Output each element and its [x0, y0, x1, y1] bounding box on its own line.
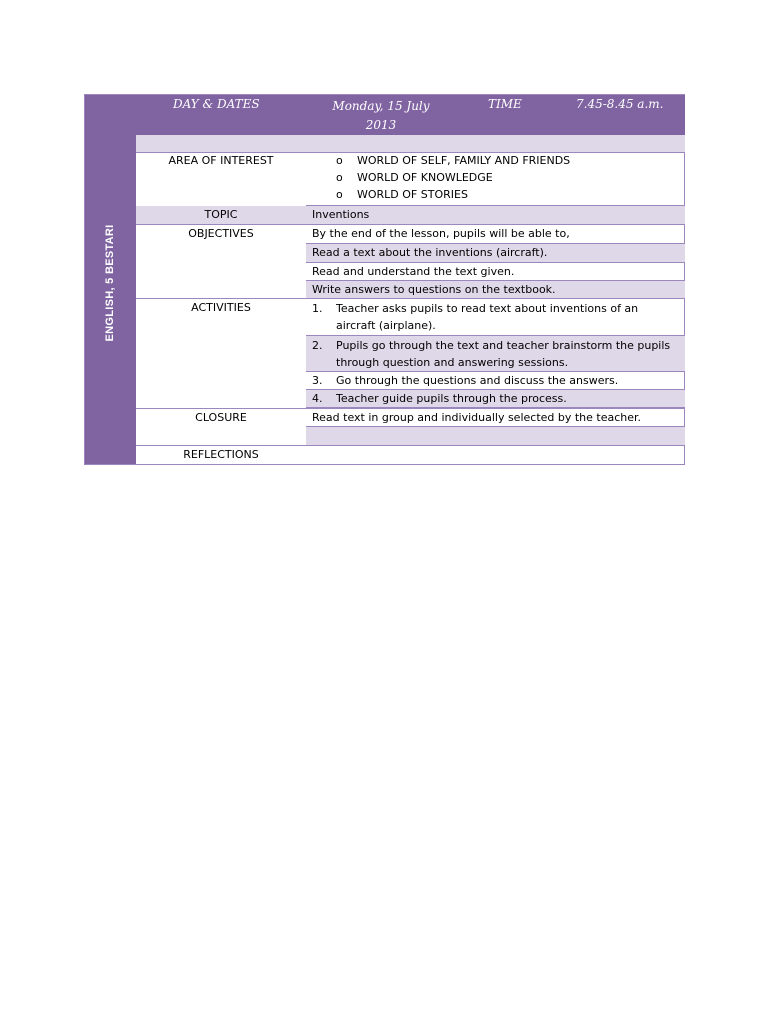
day-dates-label: DAY & DATES	[173, 97, 260, 111]
bullet-icon: o	[336, 154, 343, 167]
closure-label: CLOSURE	[195, 411, 247, 424]
class-label: ENGLISH, 5 BESTARI	[104, 224, 116, 342]
activity-text: Go through the questions and discuss the answers.	[336, 374, 619, 387]
area-of-interest-label: AREA OF INTEREST	[168, 154, 274, 167]
closure-blank	[306, 427, 685, 446]
area-item: WORLD OF SELF, FAMILY AND FRIENDS	[357, 154, 571, 167]
header-row	[136, 95, 685, 135]
row-divider	[136, 445, 685, 446]
activity-text: Teacher asks pupils to read text about inventions of an aircraft (airplane).	[336, 302, 639, 332]
area-item: WORLD OF KNOWLEDGE	[357, 171, 493, 184]
activity-text: Pupils go through the text and teacher brainstorm the pupils through question and answering sessions.	[336, 339, 671, 369]
topic-label: TOPIC	[204, 208, 238, 221]
objective-item: Read a text about the inventions (aircraft).	[306, 244, 685, 263]
objective-item: Read and understand the text given.	[306, 263, 685, 281]
area-item: WORLD OF STORIES	[357, 188, 468, 201]
bullet-icon: o	[336, 171, 343, 184]
activity-item	[306, 372, 685, 390]
activity-number: 2.	[312, 339, 323, 352]
side-panel	[85, 95, 136, 464]
activity-item	[306, 299, 685, 336]
reflections-label: REFLECTIONS	[183, 448, 259, 461]
activity-number: 3.	[312, 374, 323, 387]
topic-value: Inventions	[306, 206, 685, 225]
activity-text: Teacher guide pupils through the process.	[336, 392, 567, 405]
activity-number: 4.	[312, 392, 323, 405]
spacer-row	[136, 135, 685, 153]
activity-number: 1.	[312, 302, 323, 315]
bullet-icon: o	[336, 188, 343, 201]
activity-item	[306, 390, 685, 408]
objective-item: By the end of the lesson, pupils will be able to,	[306, 225, 685, 244]
objective-item: Write answers to questions on the textbook.	[306, 281, 685, 299]
lesson-plan-table	[84, 94, 685, 465]
time-value: 7.45-8.45 a.m.	[576, 97, 664, 111]
time-label: TIME	[488, 97, 522, 111]
date-value: Monday, 15 July 2013	[332, 99, 430, 132]
activities-label: ACTIVITIES	[191, 301, 251, 314]
objectives-label: OBJECTIVES	[188, 227, 254, 240]
closure-value: Read text in group and individually selected by the teacher.	[306, 409, 685, 427]
activity-item	[306, 336, 685, 372]
